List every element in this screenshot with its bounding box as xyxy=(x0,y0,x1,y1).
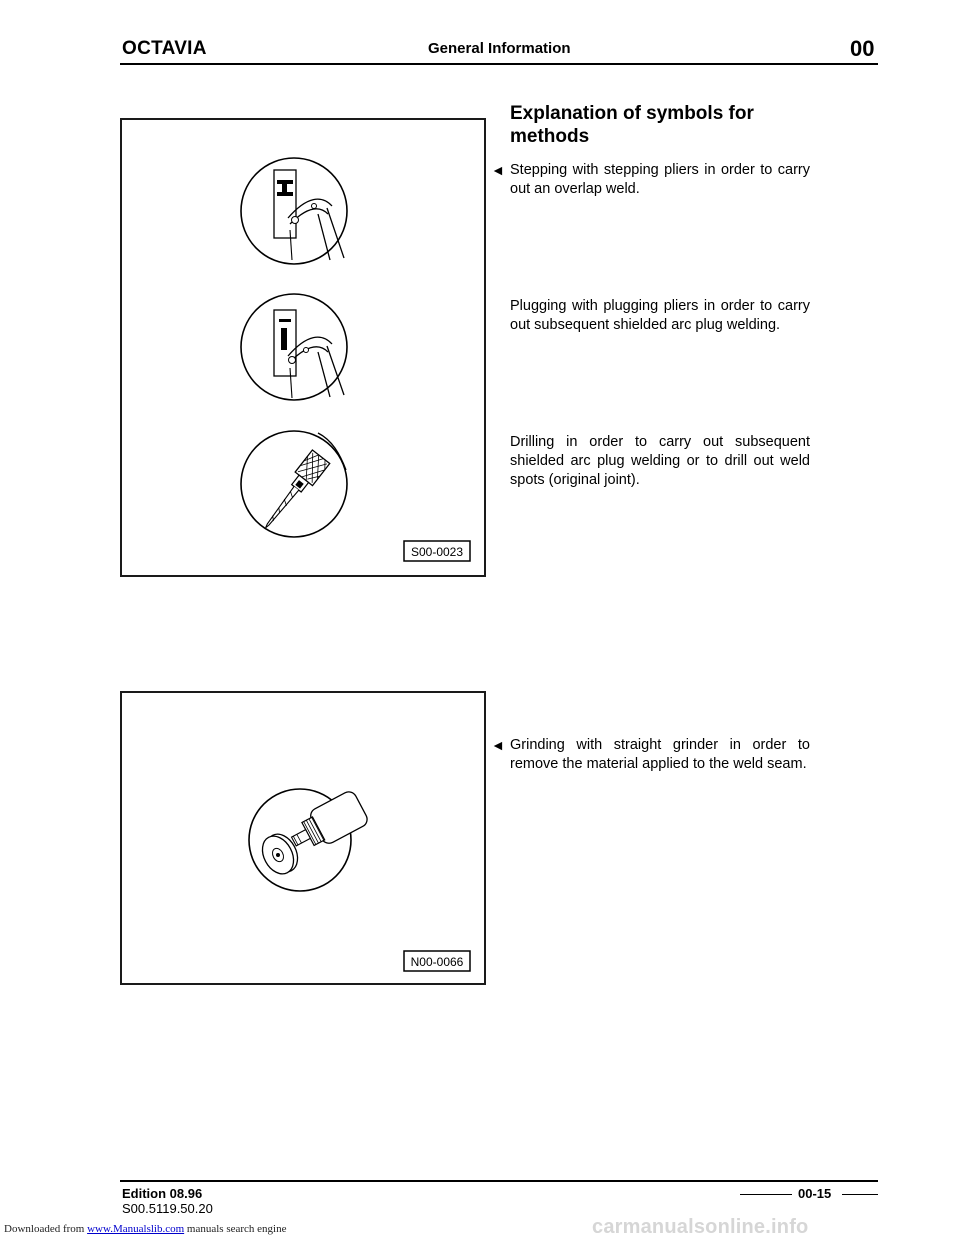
header-chapter: 00 xyxy=(850,36,875,61)
left-pointing-triangle-icon: ◄ xyxy=(491,162,505,178)
drill-icon xyxy=(241,431,347,537)
figure-welding-methods xyxy=(120,118,486,577)
header-title: General Information xyxy=(428,40,571,57)
left-pointing-triangle-icon: ◄ xyxy=(491,737,505,753)
item-stepping-text: Stepping with stepping pliers in order to carry out an overlap weld. xyxy=(510,162,810,197)
item-drilling-text: Drilling in order to carry out subsequent shielded arc plug welding or to drill out weld spots (original joint). xyxy=(510,434,810,488)
welding-methods-illustration xyxy=(122,120,483,574)
item-plugging-text: Plugging with plugging pliers in order to carry out subsequent shielded arc plug welding. xyxy=(510,298,810,333)
footer-rule xyxy=(120,1180,878,1182)
page-number-dash-right xyxy=(842,1194,878,1195)
stepping-pliers-icon xyxy=(241,158,347,264)
figure-grinding xyxy=(120,691,486,985)
download-prefix: Downloaded from xyxy=(4,1223,88,1235)
figure-2-label: N00-0066 xyxy=(410,955,464,969)
footer-part-number: S00.5119.50.20 xyxy=(122,1201,213,1216)
figure-1-label: S00-0023 xyxy=(410,545,464,559)
section-heading: Explanation of symbols for methods xyxy=(510,103,754,147)
manualslib-link[interactable]: www.Manualslib.com xyxy=(87,1223,185,1235)
footer-page-number: 00-15 xyxy=(798,1186,832,1201)
plugging-pliers-icon xyxy=(241,294,347,400)
footer-edition: Edition 08.96 xyxy=(122,1186,203,1201)
page-number-dash-left xyxy=(740,1194,792,1195)
header-model: OCTAVIA xyxy=(122,38,207,59)
download-suffix: manuals search engine xyxy=(184,1223,287,1235)
header-rule xyxy=(120,63,878,65)
watermark: carmanualsonline.info xyxy=(592,1216,809,1238)
grinding-illustration xyxy=(122,693,483,982)
item-grinding-text: Grinding with straight grinder in order to remove the material applied to the weld seam. xyxy=(510,737,810,772)
straight-grinder-icon xyxy=(249,789,370,891)
download-notice xyxy=(4,1223,286,1235)
